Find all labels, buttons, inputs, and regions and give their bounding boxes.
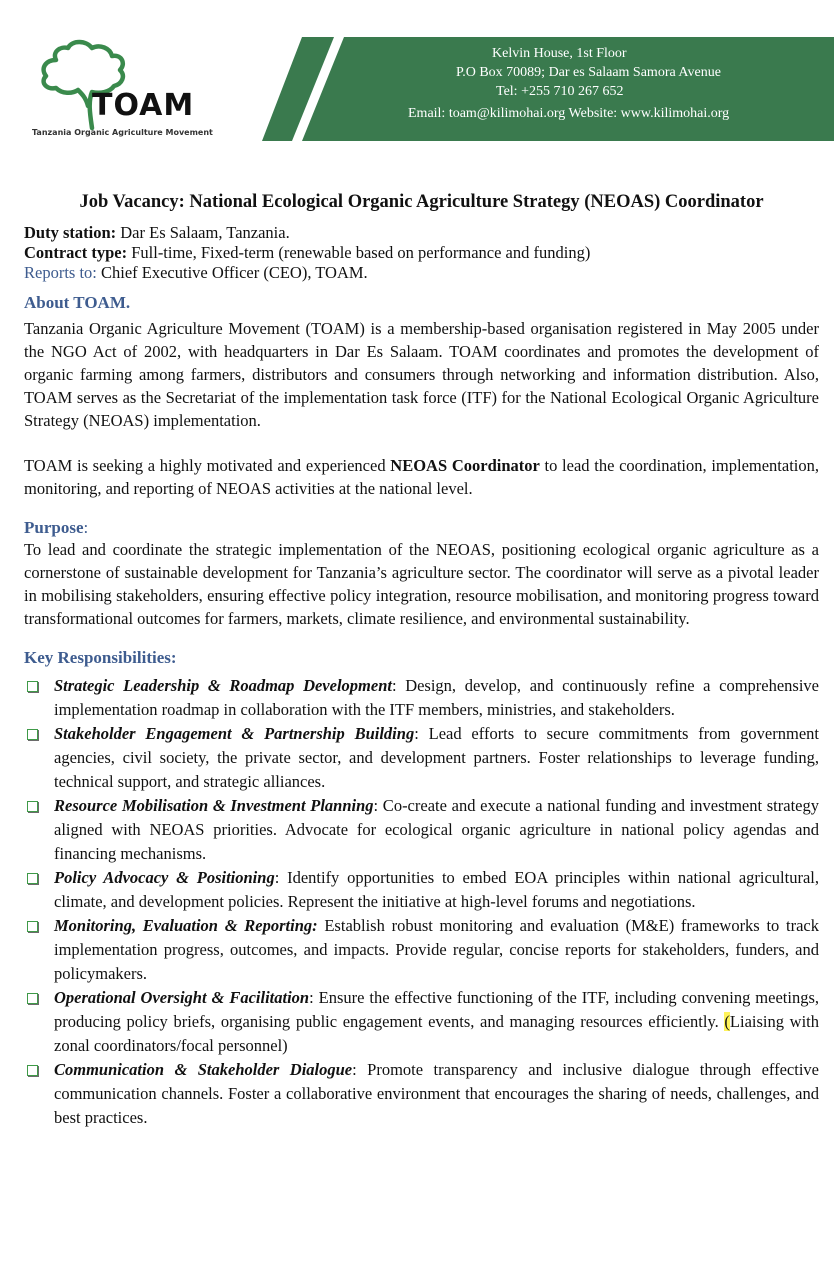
purpose-colon: : [83,518,89,537]
logo-wordmark: TOAM [92,88,195,123]
contract-type-label: Contract type: [24,243,128,262]
checkbox-bullet-icon [27,873,38,884]
seeking-paragraph [24,454,819,500]
responsibilities-heading: Key Responsibilities: [24,648,177,667]
contact-info [370,44,830,123]
duty-station [24,223,819,243]
item-title: Communication & Stakeholder Dialogue [54,1060,353,1079]
list-item [24,674,819,722]
duty-station-value: Dar Es Salaam, Tanzania. [116,223,290,242]
item-text: Promote transparency and inclusive dialogue through effective communication channels. Foster a collaborative environment that encourages the sharing of needs, challenges, and best practices. [54,1060,819,1127]
list-item [24,866,819,914]
reports-to [24,263,819,283]
responsibilities-list [24,674,819,1130]
po-box-line: P.O Box 70089; Dar es Salaam Samora Avenue [456,65,721,80]
item-text: Establish robust monitoring and evaluation (M&E) frameworks to track implementation progress, outcomes, and impacts. Provide regular, concise reports for stakeholders, funders, and policymakers. [54,916,819,983]
phone-line: Tel: +255 710 267 652 [496,84,624,99]
item-sep: : [352,1060,357,1079]
checkbox-bullet-icon [27,993,38,1004]
list-item [24,986,819,1058]
checkbox-bullet-icon [27,729,38,740]
list-item [24,1058,819,1130]
item-text: Ensure the effective functioning of the ITF, including convening meetings, producing policy briefs, organising public engagement events, and managing resources efficiently. [54,988,819,1031]
item-sep: : [373,796,379,815]
item-title: Resource Mobilisation & Investment Planning [54,796,374,815]
purpose-heading-text: Purpose [24,518,84,537]
toam-logo [30,36,213,146]
role-name: NEOAS Coordinator [390,456,540,475]
about-paragraph: Tanzania Organic Agriculture Movement (TOAM) is a membership-based organisation registered in May 2005 under the NGO Act of 2002, with headquarters in Dar Es Salaam. TOAM coordinates and promotes the development of organic farming among farmers, distributors and consumers through networking and information distribution. Also, TOAM serves as the Secretariat of the implementation task force (ITF) for the National Ecological Organic Agriculture Strategy (NEOAS) implementation. [24,319,819,430]
contract-type [24,243,819,263]
list-item [24,794,819,866]
item-text: Co-create and execute a national funding and investment strategy aligned with NEOAS priorities. Advocate for ecological organic agriculture in national policy agendas and financing mechanisms. [54,796,819,863]
item-sep: : [391,676,397,695]
reports-to-value: Chief Executive Officer (CEO), TOAM. [96,263,368,282]
checkbox-bullet-icon [27,1065,38,1076]
checkbox-bullet-icon [27,921,38,932]
page-title: Job Vacancy: National Ecological Organic Agriculture Strategy (NEOAS) Coordinator [79,192,764,212]
document-body [24,192,819,1130]
item-text-end: Liaising with zonal coordinators/focal personnel) [54,1012,819,1055]
seeking-text-end: to lead the coordination, implementation, monitoring, and reporting of NEOAS activities at the national level. [24,456,819,498]
item-sep: : [414,724,419,743]
letterhead [0,0,834,160]
list-item [24,914,819,986]
purpose-heading [24,518,819,538]
item-text: Design, develop, and continuously refine a comprehensive implementation roadmap in collaboration with the ITF members, ministries, and stakeholders. [54,676,819,719]
item-sep: : [274,868,280,887]
logo-tagline: Tanzania Organic Agriculture Movement [32,128,213,137]
item-title: Policy Advocacy & Positioning [54,868,275,887]
contract-type-value: Full-time, Fixed-term (renewable based on performance and funding) [127,243,591,262]
checkbox-bullet-icon [27,801,38,812]
about-heading: About TOAM. [24,293,131,312]
item-title: Strategic Leadership & Roadmap Development [54,676,392,695]
item-text: Lead efforts to secure commitments from government agencies, civil society, the private sector, and development partners. Foster relationships to leverage funding, technical support, and strategic alliances. [54,724,819,791]
item-sep: : [309,988,314,1007]
item-title: Monitoring, Evaluation & Reporting: [54,916,318,935]
job-meta [24,223,819,283]
duty-station-label: Duty station: [24,223,117,242]
list-item [24,722,819,794]
item-title: Operational Oversight & Facilitation [54,988,310,1007]
purpose-paragraph: To lead and coordinate the strategic implementation of the NEOAS, positioning ecological organic agriculture as a cornerstone of sustainable development for Tanzania’s agriculture sector. The coordinator will serve as a pivotal leader in mobilising stakeholders, ensuring effective policy integration, resource mobilisation, and monitoring progress toward transformational outcomes for farmers, markets, climate resilience, and environmental sustainability. [24,540,819,628]
seeking-text: TOAM is seeking a highly motivated and experienced [24,456,391,475]
checkbox-bullet-icon [27,681,38,692]
highlight-mark: ( [724,1012,730,1031]
item-title: Stakeholder Engagement & Partnership Building [54,724,415,743]
item-text: Identify opportunities to embed EOA principles within national agricultural, climate, and development policies. Represent the initiative at high-level forums and negotiations. [54,868,819,911]
address-line: Kelvin House, 1st Floor [492,46,627,61]
reports-to-label: Reports to: [24,263,97,282]
email-website-line: Email: toam@kilimohai.org Website: www.kilimohai.org [408,106,730,121]
